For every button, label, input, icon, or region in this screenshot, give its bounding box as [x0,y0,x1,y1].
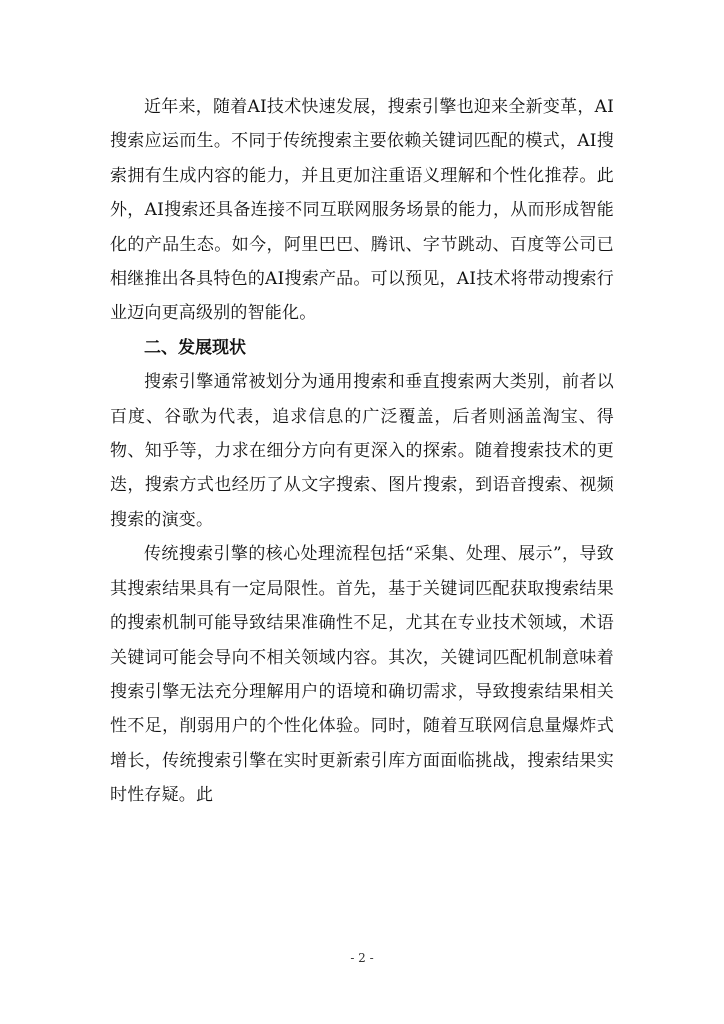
page-number: - 2 - [350,951,374,965]
section-paragraph-1: 搜索引擎通常被划分为通用搜索和垂直搜索两大类别，前者以百度、谷歌为代表，追求信息的广泛覆盖，后者则涵盖淘宝、得物、知乎等，力求在细分方向有更深入的探索。随着搜索技术的更迭，搜索方式也经历了从文字搜索、图片搜索，到语音搜索、视频搜索的演变。 [110,372,614,530]
section-heading: 二、发展现状 [144,337,246,358]
section-paragraph-2: 传统搜索引擎的核心处理流程包括“采集、处理、展示”，导致其搜索结果具有一定局限性。首先，基于关键词匹配获取搜索结果的搜索机制可能导致结果准确性不足，尤其在专业技术领域，术语关键词可能会导向不相关领域内容。其次，关键词匹配机制意味着搜索引擎无法充分理解用户的语境和确切需求，导致搜索结果相关性不足，削弱用户的个性化体验。同时，随着互联网信息量爆炸式增长，传统搜索引擎在实时更新索引库方面面临挑战，搜索结果实时性存疑。此 [110,544,614,806]
intro-paragraph: 近年来，随着AI技术快速发展，搜索引擎也迎来全新变革，AI搜索应运而生。不同于传统搜索主要依赖关键词匹配的模式，AI搜索拥有生成内容的能力，并且更加注重语义理解和个性化推荐。此外，AI搜索还具备连接不同互联网服务场景的能力，从而形成智能化的产品生态。如今，阿里巴巴、腾讯、字节跳动、百度等公司已相继推出各具特色的AI搜索产品。可以预见，AI技术将带动搜索行业迈向更高级别的智能化。 [110,97,614,324]
document-body [110,90,614,813]
